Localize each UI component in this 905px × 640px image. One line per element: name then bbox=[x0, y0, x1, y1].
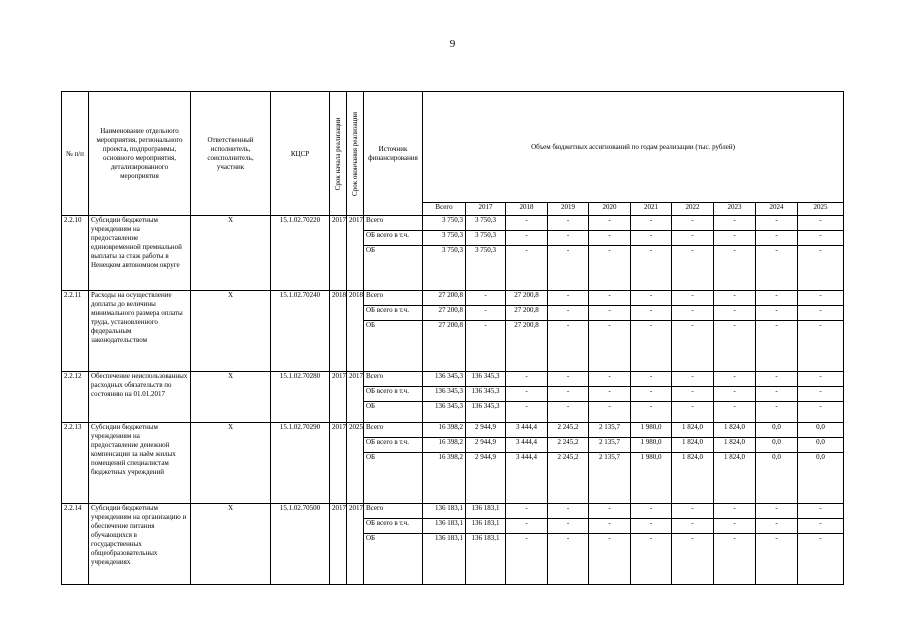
finance-value: 2 135,7 bbox=[589, 438, 631, 453]
finance-value: - bbox=[756, 504, 798, 519]
finance-value: - bbox=[548, 246, 589, 291]
row-kcsr: 15.1.02.70500 bbox=[271, 504, 330, 585]
finance-value: - bbox=[548, 291, 589, 306]
row-kcsr: 15.1.02.70280 bbox=[271, 372, 330, 423]
finance-value: 27 200,8 bbox=[423, 291, 466, 306]
finance-value: - bbox=[672, 519, 714, 534]
finance-value: - bbox=[798, 372, 844, 387]
finance-value: - bbox=[589, 402, 631, 423]
page-number: 9 bbox=[449, 38, 456, 50]
year-2021: 2021 bbox=[631, 203, 672, 216]
finance-value: - bbox=[672, 306, 714, 321]
finance-value: 16 398,2 bbox=[423, 453, 466, 504]
finance-source: Всего bbox=[364, 504, 423, 519]
table-row bbox=[62, 291, 844, 306]
year-total: Всего bbox=[423, 203, 466, 216]
row-num: 2.2.14 bbox=[62, 504, 89, 585]
finance-value: - bbox=[714, 321, 756, 372]
finance-value: - bbox=[466, 321, 506, 372]
finance-value: 2 135,7 bbox=[589, 423, 631, 438]
finance-value: 1 824,0 bbox=[672, 453, 714, 504]
finance-value: - bbox=[506, 216, 548, 231]
year-2022: 2022 bbox=[672, 203, 714, 216]
finance-value: 3 750,3 bbox=[423, 216, 466, 231]
finance-value: - bbox=[548, 372, 589, 387]
finance-value: - bbox=[756, 291, 798, 306]
row-kcsr: 15.1.02.70290 bbox=[271, 423, 330, 504]
finance-value: - bbox=[589, 321, 631, 372]
row-num: 2.2.12 bbox=[62, 372, 89, 423]
finance-value: 3 444,4 bbox=[506, 423, 548, 438]
finance-value: - bbox=[756, 519, 798, 534]
finance-value: - bbox=[589, 504, 631, 519]
finance-source: ОБ всего в т.ч. bbox=[364, 387, 423, 402]
finance-value: - bbox=[798, 306, 844, 321]
finance-value: 136 183,1 bbox=[423, 504, 466, 519]
finance-value: 136 183,1 bbox=[466, 504, 506, 519]
finance-value: - bbox=[589, 387, 631, 402]
finance-value: - bbox=[589, 231, 631, 246]
finance-value: - bbox=[756, 246, 798, 291]
finance-value: 3 750,3 bbox=[466, 246, 506, 291]
finance-value: 136 345,3 bbox=[423, 387, 466, 402]
finance-value: 136 345,3 bbox=[466, 372, 506, 387]
finance-value: 2 245,2 bbox=[548, 453, 589, 504]
finance-value: 3 750,3 bbox=[423, 231, 466, 246]
finance-source: ОБ bbox=[364, 246, 423, 291]
finance-value: 16 398,2 bbox=[423, 438, 466, 453]
year-2018: 2018 bbox=[506, 203, 548, 216]
finance-value: 2 245,2 bbox=[548, 438, 589, 453]
finance-value: - bbox=[714, 519, 756, 534]
finance-value: 0,0 bbox=[798, 423, 844, 438]
finance-value: 27 200,8 bbox=[423, 306, 466, 321]
finance-value: 3 444,4 bbox=[506, 438, 548, 453]
row-end-year: 2025 bbox=[347, 423, 364, 504]
year-2023: 2023 bbox=[714, 203, 756, 216]
finance-value: - bbox=[672, 402, 714, 423]
finance-value: - bbox=[631, 306, 672, 321]
finance-value: 3 444,4 bbox=[506, 453, 548, 504]
finance-value: - bbox=[506, 231, 548, 246]
row-end-year: 2018 bbox=[347, 291, 364, 372]
finance-value: - bbox=[798, 246, 844, 291]
finance-value: 1 824,0 bbox=[714, 423, 756, 438]
finance-value: 136 345,3 bbox=[423, 372, 466, 387]
finance-value: - bbox=[548, 216, 589, 231]
row-name: Обеспечение неиспользованных расходных обязательств по состоянию на 01.01.2017 bbox=[89, 372, 191, 423]
row-name: Субсидии бюджетным учреждениям на предоставление единовременной премиальной выплаты за стаж работы в Ненецком автономном округе bbox=[89, 216, 191, 291]
finance-value: - bbox=[756, 306, 798, 321]
finance-value: - bbox=[714, 291, 756, 306]
finance-source: ОБ всего в т.ч. bbox=[364, 519, 423, 534]
finance-value: - bbox=[756, 372, 798, 387]
finance-value: 136 183,1 bbox=[423, 534, 466, 585]
finance-value: 3 750,3 bbox=[466, 231, 506, 246]
finance-value: - bbox=[548, 402, 589, 423]
finance-value: - bbox=[798, 321, 844, 372]
finance-source: ОБ всего в т.ч. bbox=[364, 438, 423, 453]
finance-value: - bbox=[798, 519, 844, 534]
finance-value: - bbox=[548, 306, 589, 321]
row-responsible: Х bbox=[191, 216, 271, 291]
finance-value: 0,0 bbox=[798, 453, 844, 504]
finance-value: 27 200,8 bbox=[506, 321, 548, 372]
header-volume: Объем бюджетных ассигнований по годам реализации (тыс. рублей) bbox=[423, 92, 844, 203]
budget-table bbox=[61, 91, 844, 585]
year-2020: 2020 bbox=[589, 203, 631, 216]
finance-value: - bbox=[631, 534, 672, 585]
finance-value: - bbox=[756, 387, 798, 402]
row-kcsr: 15.1.02.70240 bbox=[271, 291, 330, 372]
finance-value: - bbox=[466, 291, 506, 306]
finance-value: 0,0 bbox=[756, 423, 798, 438]
finance-value: - bbox=[631, 504, 672, 519]
header-source: Источник финансирования bbox=[364, 92, 423, 216]
finance-value: - bbox=[756, 231, 798, 246]
finance-value: - bbox=[506, 534, 548, 585]
finance-value: 1 980,0 bbox=[631, 453, 672, 504]
row-kcsr: 15.1.02.70220 bbox=[271, 216, 330, 291]
year-2025: 2025 bbox=[798, 203, 844, 216]
finance-value: - bbox=[631, 291, 672, 306]
finance-source: ОБ всего в т.ч. bbox=[364, 231, 423, 246]
row-responsible: Х bbox=[191, 504, 271, 585]
row-start-year: 2017 bbox=[330, 423, 347, 504]
finance-value: - bbox=[506, 519, 548, 534]
year-2019: 2019 bbox=[548, 203, 589, 216]
finance-value: - bbox=[756, 321, 798, 372]
finance-value: - bbox=[714, 504, 756, 519]
finance-value: - bbox=[672, 216, 714, 231]
finance-value: - bbox=[714, 402, 756, 423]
finance-value: - bbox=[589, 519, 631, 534]
row-start-year: 2017 bbox=[330, 372, 347, 423]
finance-value: 0,0 bbox=[756, 453, 798, 504]
finance-value: - bbox=[506, 402, 548, 423]
finance-value: - bbox=[798, 291, 844, 306]
row-responsible: Х bbox=[191, 372, 271, 423]
row-start-year: 2017 bbox=[330, 216, 347, 291]
finance-value: - bbox=[631, 387, 672, 402]
finance-value: - bbox=[548, 387, 589, 402]
finance-value: - bbox=[672, 534, 714, 585]
finance-value: 2 944,9 bbox=[466, 423, 506, 438]
finance-value: - bbox=[631, 231, 672, 246]
finance-value: - bbox=[631, 216, 672, 231]
finance-value: - bbox=[672, 387, 714, 402]
finance-value: - bbox=[714, 387, 756, 402]
header-end-year bbox=[347, 92, 364, 216]
finance-source: ОБ bbox=[364, 402, 423, 423]
finance-value: 27 200,8 bbox=[423, 321, 466, 372]
finance-value: 136 345,3 bbox=[423, 402, 466, 423]
finance-value: 0,0 bbox=[798, 438, 844, 453]
finance-value: 1 824,0 bbox=[714, 438, 756, 453]
finance-value: - bbox=[672, 372, 714, 387]
finance-value: 27 200,8 bbox=[506, 291, 548, 306]
finance-value: - bbox=[548, 519, 589, 534]
year-2024: 2024 bbox=[756, 203, 798, 216]
row-responsible: Х bbox=[191, 423, 271, 504]
finance-value: 1 824,0 bbox=[672, 438, 714, 453]
row-start-year: 2018 bbox=[330, 291, 347, 372]
finance-value: - bbox=[506, 246, 548, 291]
row-end-year: 2017 bbox=[347, 504, 364, 585]
table-row bbox=[62, 504, 844, 519]
header-end-year-text: Срок окончания реализации bbox=[351, 111, 359, 196]
finance-value: 27 200,8 bbox=[506, 306, 548, 321]
finance-value: - bbox=[631, 321, 672, 372]
finance-value: - bbox=[798, 231, 844, 246]
finance-value: 136 345,3 bbox=[466, 402, 506, 423]
finance-source: Всего bbox=[364, 291, 423, 306]
finance-value: - bbox=[548, 504, 589, 519]
finance-value: - bbox=[798, 216, 844, 231]
row-end-year: 2017 bbox=[347, 372, 364, 423]
finance-value: 3 750,3 bbox=[466, 216, 506, 231]
header-row-main bbox=[62, 92, 844, 203]
finance-source: ОБ bbox=[364, 321, 423, 372]
table-body bbox=[62, 216, 844, 585]
row-name: Расходы на осуществление доплаты до величины минимального размера оплаты труда, установленного федеральным законодательством bbox=[89, 291, 191, 372]
finance-value: 1 980,0 bbox=[631, 423, 672, 438]
finance-value: 2 944,9 bbox=[466, 453, 506, 504]
finance-value: - bbox=[589, 291, 631, 306]
finance-value: - bbox=[631, 246, 672, 291]
finance-value: - bbox=[589, 306, 631, 321]
finance-value: - bbox=[466, 306, 506, 321]
row-num: 2.2.11 bbox=[62, 291, 89, 372]
finance-value: - bbox=[506, 387, 548, 402]
finance-value: - bbox=[756, 216, 798, 231]
table-row bbox=[62, 372, 844, 387]
year-2017: 2017 bbox=[466, 203, 506, 216]
finance-source: ОБ bbox=[364, 453, 423, 504]
row-name: Субсидии бюджетным учреждениям на организацию и обеспечение питания обучающихся в государственных общеобразовательных учреждениях bbox=[89, 504, 191, 585]
row-end-year: 2017 bbox=[347, 216, 364, 291]
table-row bbox=[62, 216, 844, 231]
finance-value: - bbox=[506, 504, 548, 519]
header-name: Наименование отдельного мероприятия, регионального проекта, подпрограммы, основного мероприятия, детализированного мероприятия bbox=[89, 92, 191, 216]
finance-value: 3 750,3 bbox=[423, 246, 466, 291]
row-start-year: 2017 bbox=[330, 504, 347, 585]
finance-value: 136 183,1 bbox=[466, 534, 506, 585]
row-num: 2.2.13 bbox=[62, 423, 89, 504]
finance-value: - bbox=[798, 402, 844, 423]
finance-value: 1 824,0 bbox=[672, 423, 714, 438]
finance-value: - bbox=[548, 321, 589, 372]
finance-value: - bbox=[714, 246, 756, 291]
finance-value: - bbox=[714, 231, 756, 246]
finance-source: ОБ всего в т.ч. bbox=[364, 306, 423, 321]
header-num: № п/п bbox=[62, 92, 89, 216]
finance-value: - bbox=[798, 534, 844, 585]
row-num: 2.2.10 bbox=[62, 216, 89, 291]
table-row bbox=[62, 423, 844, 438]
finance-value: - bbox=[672, 231, 714, 246]
finance-value: - bbox=[714, 372, 756, 387]
finance-value: - bbox=[506, 372, 548, 387]
finance-value: - bbox=[548, 231, 589, 246]
finance-value: - bbox=[548, 534, 589, 585]
finance-value: 16 398,2 bbox=[423, 423, 466, 438]
row-responsible: Х bbox=[191, 291, 271, 372]
finance-value: 2 944,9 bbox=[466, 438, 506, 453]
finance-value: - bbox=[589, 534, 631, 585]
finance-value: - bbox=[714, 216, 756, 231]
header-start-year-text: Срок начала реализации bbox=[334, 117, 342, 190]
finance-value: - bbox=[714, 534, 756, 585]
finance-value: - bbox=[756, 534, 798, 585]
finance-value: 136 183,1 bbox=[423, 519, 466, 534]
finance-value: - bbox=[631, 372, 672, 387]
finance-value: - bbox=[672, 246, 714, 291]
header-start-year bbox=[330, 92, 347, 216]
row-name: Субсидии бюджетным учреждениям на предоставление денежной компенсации за наём жилых помещений специалистам бюджетных учреждений bbox=[89, 423, 191, 504]
finance-value: - bbox=[798, 387, 844, 402]
finance-value: - bbox=[589, 372, 631, 387]
finance-value: 2 135,7 bbox=[589, 453, 631, 504]
finance-value: - bbox=[672, 321, 714, 372]
finance-source: Всего bbox=[364, 216, 423, 231]
finance-value: 0,0 bbox=[756, 438, 798, 453]
finance-value: - bbox=[756, 402, 798, 423]
finance-value: 1 980,0 bbox=[631, 438, 672, 453]
finance-value: - bbox=[631, 402, 672, 423]
finance-value: 136 345,3 bbox=[466, 387, 506, 402]
finance-source: Всего bbox=[364, 423, 423, 438]
finance-source: ОБ bbox=[364, 534, 423, 585]
finance-value: 136 183,1 bbox=[466, 519, 506, 534]
finance-value: 1 824,0 bbox=[714, 453, 756, 504]
finance-value: - bbox=[798, 504, 844, 519]
finance-value: - bbox=[589, 246, 631, 291]
finance-value: - bbox=[589, 216, 631, 231]
header-responsible: Ответственный исполнитель, соисполнитель, участник bbox=[191, 92, 271, 216]
finance-value: - bbox=[672, 291, 714, 306]
finance-value: - bbox=[672, 504, 714, 519]
finance-value: - bbox=[631, 519, 672, 534]
header-kcsr: КЦСР bbox=[271, 92, 330, 216]
finance-value: 2 245,2 bbox=[548, 423, 589, 438]
finance-value: - bbox=[714, 306, 756, 321]
finance-source: Всего bbox=[364, 372, 423, 387]
